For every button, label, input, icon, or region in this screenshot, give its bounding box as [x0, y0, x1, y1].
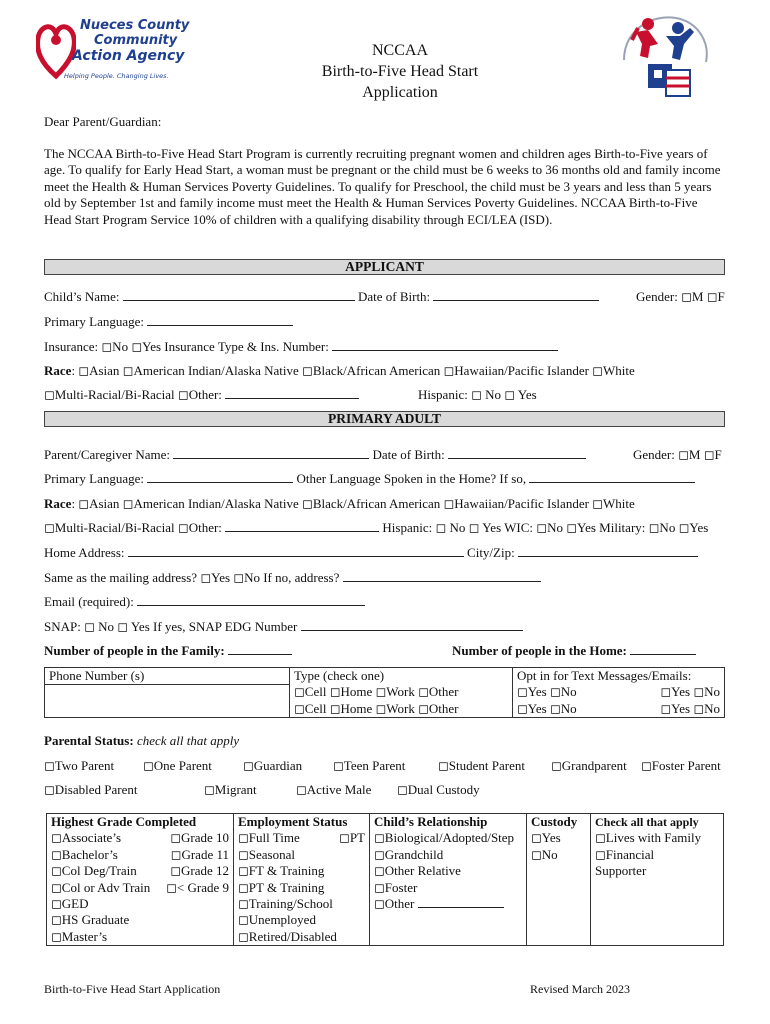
mailing-label[interactable]: Same as the mailing address? ◻Yes ◻No If no, address?	[44, 570, 340, 585]
home-address-field[interactable]	[128, 545, 464, 557]
caregiver-race-options[interactable]: : ◻Asian ◻American Indian/Alaska Native ◻Black/African American ◻Hawaiian/Pacific Islander ◻White	[71, 496, 635, 511]
status-migrant[interactable]: ◻Migrant	[204, 782, 257, 797]
snap-number-field[interactable]	[301, 619, 523, 631]
employment-option[interactable]: ◻Seasonal	[238, 846, 296, 862]
insurance-row	[44, 339, 558, 355]
city-zip-label: City/Zip:	[467, 545, 515, 560]
child-name-label: Child’s Name:	[44, 289, 120, 304]
caregiver-language-field[interactable]	[147, 471, 293, 483]
status-disabled-parent[interactable]: ◻Disabled Parent	[44, 782, 138, 797]
caregiver-race-row[interactable]	[44, 496, 635, 512]
grade-option[interactable]: ◻Grade 11	[170, 846, 229, 862]
child-race-row[interactable]	[44, 363, 635, 379]
caregiver-name-row	[44, 447, 586, 463]
relationship-option[interactable]: ◻Other	[374, 896, 415, 912]
grade-row	[51, 847, 229, 863]
applicant-heading: APPLICANT	[44, 259, 725, 275]
agency-logo	[36, 16, 190, 86]
insurance-label[interactable]: Insurance: ◻No ◻Yes Insurance Type & Ins. Number:	[44, 339, 329, 354]
relationship-other-row	[374, 896, 522, 912]
relationship-option[interactable]: ◻Other Relative	[374, 863, 461, 879]
employment-option[interactable]: ◻Unemployed	[238, 912, 316, 928]
child-race-label: Race	[44, 363, 72, 378]
relationship-option[interactable]: ◻Biological/Adopted/Step	[374, 830, 515, 846]
phone-number-header	[45, 668, 290, 718]
child-language-field[interactable]	[147, 314, 293, 326]
logo-line2: Community	[94, 33, 178, 48]
child-language-row	[44, 314, 293, 330]
head-start-logo-icon	[614, 10, 714, 102]
snap-row	[44, 619, 523, 635]
grade-option[interactable]: ◻Bachelor’s	[51, 846, 118, 862]
child-name-field[interactable]	[123, 289, 355, 301]
status-two-parent[interactable]: ◻Two Parent	[44, 758, 115, 773]
intro-paragraph: The NCCAA Birth-to-Five Head Start Program is currently recruiting pregnant women and children ages Birth-to-Five years of age. To qualify for Early Head Start, a woman must be pregnant or the child must be 6 weeks to 36 months old and family income meet the Health & Human Services Poverty Guidelines. To qualify for Preschool, the child must be 3 years and less than 5 years old by September 1st and family income must meet the Health & Human Services Poverty Guidelines. NCCAA Birth-to-Five Head Start Program Service 10% of children with a qualifying disability through ECI/LEA (ISD).	[44, 146, 721, 227]
grade-option[interactable]: ◻< Grade 9	[166, 879, 229, 895]
other-language-field[interactable]	[529, 471, 695, 483]
child-race-options[interactable]: : ◻Asian ◻American Indian/Alaska Native ◻Black/African American ◻Hawaiian/Pacific Islander ◻White	[71, 363, 635, 378]
status-active-male[interactable]: ◻Active Male	[296, 782, 372, 797]
optin-header: Opt in for Text Messages/Emails:	[517, 668, 692, 683]
footer-right: Revised March 2023	[530, 982, 630, 996]
form-title-2: Birth-to-Five Head Start	[321, 63, 479, 80]
status-guardian[interactable]: ◻Guardian	[243, 758, 303, 773]
grade-row	[51, 863, 229, 879]
check-all-cell	[591, 814, 724, 946]
grade-option[interactable]: ◻Grade 12	[170, 863, 229, 879]
child-gender[interactable]: Gender: ◻M ◻F	[636, 289, 725, 304]
caregiver-dob-label: Date of Birth:	[372, 447, 445, 462]
phone-type-header: Type (check one)	[294, 668, 385, 683]
child-hispanic[interactable]: Hispanic: ◻ No ◻ Yes	[418, 387, 537, 402]
phone-number-header-text: Phone Number (s)	[45, 668, 289, 685]
status-dual-custody[interactable]: ◻Dual Custody	[397, 782, 480, 797]
check-all-option[interactable]: ◻Financial	[595, 846, 655, 862]
form-title-3: Application	[362, 84, 438, 101]
mailing-row	[44, 570, 541, 586]
status-teen-parent[interactable]: ◻Teen Parent	[333, 758, 406, 773]
child-other-race-field[interactable]	[225, 387, 359, 399]
employment-option[interactable]: ◻FT & Training	[238, 863, 325, 879]
logo-tagline: Helping People. Changing Lives.	[64, 72, 169, 80]
check-all-option-cont: Supporter	[595, 863, 647, 879]
city-zip-field[interactable]	[518, 545, 698, 557]
employment-header: Employment Status	[238, 814, 348, 829]
custody-option[interactable]: ◻No	[531, 846, 558, 862]
optin-row-1	[517, 684, 720, 700]
grade-row	[51, 880, 229, 896]
optin-row-2	[517, 701, 720, 717]
grade-option[interactable]: ◻HS Graduate	[51, 912, 130, 928]
optin-row-1-left[interactable]: ◻Yes ◻No	[517, 684, 577, 700]
custody-option[interactable]: ◻Yes	[531, 830, 561, 846]
check-all-option[interactable]: ◻Lives with Family	[595, 830, 702, 846]
custody-cell	[527, 814, 591, 946]
insurance-number-field[interactable]	[332, 339, 558, 351]
snap-label[interactable]: SNAP: ◻ No ◻ Yes If yes, SNAP EDG Number	[44, 619, 298, 634]
home-count-label: Number of people in the Home:	[452, 643, 627, 658]
employment-option[interactable]: ◻Training/School	[238, 896, 333, 912]
family-count-field[interactable]	[228, 643, 292, 655]
optin-row-2-left[interactable]: ◻Yes ◻No	[517, 700, 577, 716]
child-language-label: Primary Language:	[44, 314, 144, 329]
grade-cell	[47, 814, 234, 946]
relationship-other-field[interactable]	[418, 896, 504, 908]
heart-logo-icon	[36, 18, 76, 80]
home-address-label: Home Address:	[44, 545, 125, 560]
grade-option[interactable]: ◻GED	[51, 896, 89, 912]
home-count-row	[452, 643, 696, 659]
employment-option[interactable]: ◻Full Time	[238, 830, 300, 846]
caregiver-gender[interactable]: Gender: ◻M ◻F	[633, 447, 722, 462]
home-count-field[interactable]	[630, 643, 696, 655]
phone-type-cell	[290, 668, 513, 718]
employment-row	[238, 830, 365, 846]
greeting: Dear Parent/Guardian:	[44, 114, 162, 129]
caregiver-dob-field[interactable]	[448, 447, 586, 459]
optin-cell	[513, 668, 725, 718]
other-language-label: Other Language Spoken in the Home? If so,	[296, 471, 527, 486]
relationship-cell	[370, 814, 527, 946]
child-multi-label[interactable]: ◻Multi-Racial/Bi-Racial ◻Other:	[44, 387, 222, 402]
caregiver-language-label: Primary Language:	[44, 471, 144, 486]
child-dob-label: Date of Birth:	[357, 289, 431, 304]
custody-header: Custody	[531, 814, 578, 829]
relationship-option[interactable]: ◻Foster	[374, 879, 418, 895]
employment-option[interactable]: ◻PT & Training	[238, 879, 325, 895]
phone-number-field-2[interactable]	[49, 701, 285, 717]
child-multi-row	[44, 387, 359, 403]
phone-type-row-2[interactable]: ◻Cell ◻Home ◻Work ◻Other	[294, 700, 459, 716]
relationship-option[interactable]: ◻Grandchild	[374, 846, 444, 862]
employment-option[interactable]: ◻Retired/Disabled	[238, 928, 337, 944]
caregiver-language-row	[44, 471, 695, 487]
caregiver-other-race-field[interactable]	[225, 520, 379, 532]
child-dob-field[interactable]	[433, 289, 599, 301]
grade-option[interactable]: ◻Master’s	[51, 928, 108, 944]
family-count-label: Number of people in the Family:	[44, 643, 225, 658]
phone-number-field-1[interactable]	[49, 685, 285, 701]
email-row	[44, 594, 365, 610]
grade-option[interactable]: ◻Col Deg/Train	[51, 863, 137, 879]
caregiver-name-label: Parent/Caregiver Name:	[44, 447, 170, 462]
logo-line1: Nueces County	[80, 18, 190, 33]
grade-option[interactable]: ◻Associate’s	[51, 830, 122, 846]
caregiver-race-label: Race	[44, 496, 72, 511]
grade-row	[51, 830, 229, 846]
employment-option[interactable]: ◻PT	[339, 830, 365, 846]
parental-status-heading	[44, 733, 239, 749]
parental-status-hint: check all that apply	[136, 733, 240, 748]
optin-row-1-right[interactable]: ◻Yes ◻No	[660, 684, 720, 700]
phone-type-row-1[interactable]: ◻Cell ◻Home ◻Work ◻Other	[294, 684, 459, 700]
primary-adult-heading: PRIMARY ADULT	[44, 411, 725, 427]
family-count-row	[44, 643, 292, 659]
relationship-header: Child’s Relationship	[374, 814, 488, 829]
check-all-header: Check all that apply	[595, 815, 699, 829]
caregiver-multi-row	[44, 520, 708, 536]
logo-line3: Action Agency	[72, 48, 185, 64]
grade-header: Highest Grade Completed	[51, 814, 197, 829]
footer-left: Birth-to-Five Head Start Application	[44, 982, 221, 996]
caregiver-multi-label[interactable]: ◻Multi-Racial/Bi-Racial ◻Other:	[44, 520, 222, 535]
grade-option[interactable]: ◻Col or Adv Train	[51, 879, 151, 895]
optin-row-2-right[interactable]: ◻Yes ◻No	[660, 700, 720, 716]
household-details-table	[46, 813, 724, 946]
hispanic-wic-military[interactable]: Hispanic: ◻ No ◻ Yes WIC: ◻No ◻Yes Military: ◻No ◻Yes	[382, 520, 709, 535]
child-name-row	[44, 289, 599, 305]
status-foster-parent[interactable]: ◻Foster Parent	[641, 758, 721, 773]
caregiver-name-field[interactable]	[173, 447, 369, 459]
grade-option[interactable]: ◻Grade 10	[170, 830, 229, 846]
employment-cell	[234, 814, 370, 946]
phone-table	[44, 667, 725, 718]
form-title-1: NCCAA	[371, 42, 428, 59]
mailing-address-field[interactable]	[343, 570, 541, 582]
status-one-parent[interactable]: ◻One Parent	[143, 758, 212, 773]
parental-status-label: Parental Status:	[44, 733, 134, 748]
status-grandparent[interactable]: ◻Grandparent	[551, 758, 627, 773]
email-label: Email (required):	[44, 594, 134, 609]
status-student-parent[interactable]: ◻Student Parent	[438, 758, 525, 773]
home-address-row	[44, 545, 698, 561]
email-field[interactable]	[137, 594, 365, 606]
